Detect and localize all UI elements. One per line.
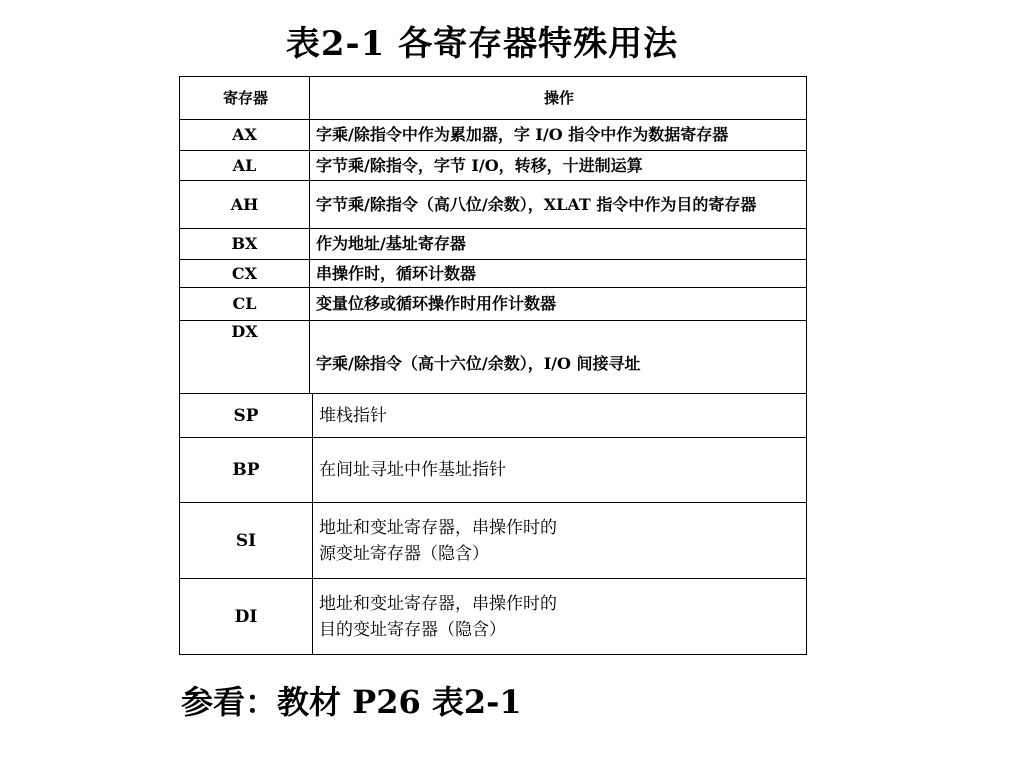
table-header-row [180, 77, 807, 120]
table-row [180, 394, 807, 438]
operation-cell: 串操作时，循环计数器 [310, 260, 807, 288]
table-row [180, 321, 807, 394]
register-cell: CL [180, 288, 310, 321]
register-cell: AH [180, 181, 310, 229]
operation-cell [313, 394, 807, 438]
register-cell: SI [180, 503, 313, 579]
table-row [180, 151, 807, 181]
table-row [180, 438, 807, 503]
register-cell: AX [180, 120, 310, 151]
register-cell: BP [180, 438, 313, 503]
operation-line: 目的变址寄存器（隐含） [319, 619, 506, 640]
operation-cell: 字乘/除指令（高十六位/余数），I/O 间接寻址 [310, 321, 807, 394]
operation-cell [313, 579, 807, 655]
pointer-register-table [179, 393, 806, 655]
register-cell: CX [180, 260, 310, 288]
operation-cell: 作为地址/基址寄存器 [310, 229, 807, 260]
table-row [180, 288, 807, 321]
table-row [180, 229, 807, 260]
operation-cell: 字乘/除指令中作为累加器，字 I/O 指令中作为数据寄存器 [310, 120, 807, 151]
table-row [180, 120, 807, 151]
table-row [180, 260, 807, 288]
page-title: 表2-1 各寄存器特殊用法 [285, 24, 679, 64]
table-row [180, 181, 807, 229]
reference-note: 参看：教材 P26 表2-1 [181, 683, 522, 721]
register-cell: BX [180, 229, 310, 260]
operation-line: 地址和变址寄存器，串操作时的 [319, 517, 557, 538]
operation-line: 在间址寻址中作基址指针 [319, 460, 506, 480]
table-row [180, 579, 807, 655]
register-table [179, 76, 806, 394]
header-register: 寄存器 [180, 77, 310, 120]
operation-cell: 变量位移或循环操作时用作计数器 [310, 288, 807, 321]
operation-cell: 字节乘/除指令（高八位/余数），XLAT 指令中作为目的寄存器 [310, 181, 807, 229]
register-cell: DI [180, 579, 313, 655]
operation-cell: 字节乘/除指令，字节 I/O，转移，十进制运算 [310, 151, 807, 181]
operation-cell [313, 503, 807, 579]
register-cell: SP [180, 394, 313, 438]
table-row [180, 503, 807, 579]
register-cell: DX [180, 321, 310, 394]
register-cell: AL [180, 151, 310, 181]
operation-line: 地址和变址寄存器，串操作时的 [319, 593, 557, 614]
operation-line: 堆栈指针 [319, 405, 387, 426]
header-operation: 操作 [310, 77, 807, 120]
operation-line: 源变址寄存器（隐含） [319, 543, 489, 564]
operation-cell [313, 438, 807, 503]
